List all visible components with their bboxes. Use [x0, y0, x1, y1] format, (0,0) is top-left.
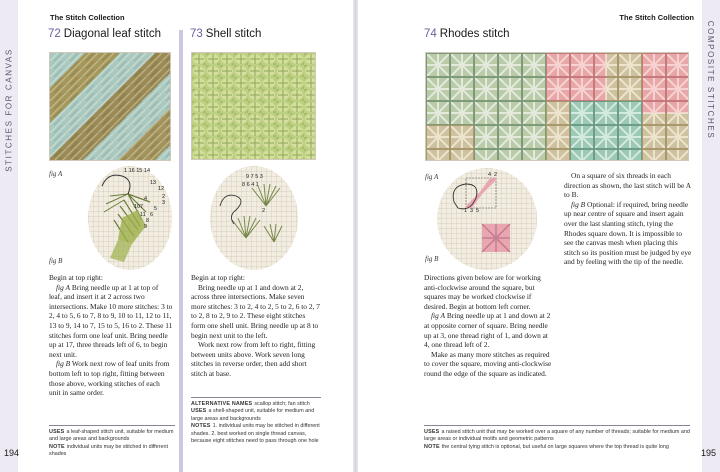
note-line: [191, 423, 321, 445]
note-label: NOTES: [191, 423, 211, 430]
fig-ref: fig B: [571, 199, 586, 209]
fig-num: 11: [140, 212, 146, 218]
fig-num: 2: [262, 208, 266, 214]
stitch-title-74: [424, 28, 509, 40]
fig-num: 1: [255, 182, 259, 188]
body-paragraph: [49, 283, 173, 360]
note-text: the central tying stitch is optional, but useful on large squares where the top thread is quite long: [441, 443, 669, 450]
fig-b-label-72: fig B: [49, 257, 63, 265]
note-text: a leaf-shaped stitch unit, suitable for medium and large areas and backgrounds: [49, 429, 174, 443]
fig-num: 1: [464, 208, 468, 214]
fig-num: 6: [150, 212, 154, 218]
note-label: NOTE: [49, 443, 65, 450]
fig-num: 5: [255, 174, 259, 180]
page-number-left: 194: [4, 448, 20, 458]
fig-num: 4: [144, 196, 148, 202]
note-text: a raised stitch unit that may be worked over a square of any number of threads; suitable for medium and large areas or individual motifs and geometric patterns: [424, 429, 690, 443]
body-text-span: Work next row of leaf units from bottom left to top right, fitting between those above, working stitches of each unit in same order.: [49, 359, 170, 398]
side-label-right: COMPOSITE STITCHES: [706, 20, 716, 140]
notes-73: [191, 397, 321, 445]
fig-num: 10: [134, 204, 141, 210]
fig-num: 8: [242, 182, 246, 188]
body-paragraph: [49, 359, 173, 397]
photo-diagonal-leaf-stitch: [49, 52, 171, 161]
fig-num: 13: [150, 180, 157, 186]
book-gutter: [353, 0, 358, 472]
fig-num: 9: [246, 174, 250, 180]
stitch-title-73: [190, 28, 261, 40]
note-text: a shell-shaped unit, suitable for medium and large areas and backgrounds: [191, 408, 315, 422]
running-head-right: The Stitch Collection: [619, 13, 694, 22]
fig-num: 2: [494, 172, 498, 178]
note-line: [49, 429, 175, 444]
body-paragraph: Directions given below are for working anti-clockwise around the square, but squares may be worked clockwise if desired. Begin at bottom left corner.: [424, 273, 541, 311]
fig-num: 7: [250, 174, 254, 180]
note-line: [424, 444, 690, 451]
body-paragraph: On a square of six threads in each direction as shown, the last stitch will be A to B.: [564, 171, 691, 200]
stitch-number: 73: [190, 28, 203, 40]
right-side-strip: [702, 0, 720, 472]
page-number-right: 195: [700, 448, 716, 458]
diagram-shell-stitch: [206, 166, 302, 270]
note-label: USES: [49, 429, 65, 435]
fig-a-label-72: fig A: [49, 170, 63, 178]
note-line: [49, 444, 175, 459]
stitch-number: 72: [48, 28, 61, 40]
note-label: USES: [424, 429, 440, 435]
diagram-diagonal-leaf: [88, 166, 172, 270]
stitch-name: Rhodes stitch: [439, 28, 510, 40]
body-line: Begin at top right:: [191, 273, 245, 282]
body-text-74-col1: [424, 273, 554, 379]
fig-num: 7: [140, 204, 144, 210]
stitch-title-72: [48, 28, 161, 40]
fig-num: 16: [128, 168, 135, 174]
column-divider-left: [179, 30, 183, 472]
fig-num: 3: [470, 208, 474, 214]
side-label-left: STITCHES FOR CANVAS: [4, 48, 14, 172]
photo-shell-stitch: [191, 52, 316, 160]
body-text-74-col2: [564, 171, 692, 267]
body-paragraph: Make as many more stitches as required to cover the square, moving anti-clockwise round the edge of the square as indicated.: [424, 349, 552, 378]
fig-num: 12: [158, 186, 165, 192]
fig-num: 5: [476, 208, 480, 214]
note-text: individual units may be stitched in different shades: [49, 443, 168, 458]
fig-ref: fig A: [56, 282, 71, 292]
body-text-73: [191, 273, 321, 379]
fig-num: 9: [144, 224, 148, 230]
body-line: Begin at top right:: [49, 273, 103, 282]
notes-74: [424, 425, 690, 451]
body-paragraph: Bring needle up at 1 and down at 2, across three intersections. Make seven more stitches: 3 to 2, 4 to 2, 5 to 2, 6 to 2, 7 to 2, 8 to 2, 9 to 2. These eight stitches form one shell unit. Bring needle up at 8 to begin next unit to the left.: [191, 282, 320, 340]
note-label: ALTERNATIVE NAMES: [191, 401, 253, 407]
note-line: [191, 408, 321, 423]
running-head-left: The Stitch Collection: [50, 13, 125, 22]
fig-num: 3: [162, 200, 166, 206]
stitch-number: 74: [424, 28, 437, 40]
fig-a-label-74: fig A: [425, 173, 439, 181]
fig-num: 4: [251, 182, 255, 188]
body-text-span: Bring needle up at 1 at top of leaf, and insert it at 2 across two intersections. Make 10 more stitches: 3 to 2, 4 to 5, 6 to 7, 8 to 9, 10 to 11, 12 to 11, 13 to 9, 14 to 7, 15 to 5, 16 to 2. These 11 stitches form one leaf unit. Bring needle up at 17, three threads left of 6, to begin next unit.: [49, 282, 173, 359]
note-line: [191, 401, 321, 408]
note-text: scallop stitch; fan stitch: [254, 401, 310, 407]
note-line: [424, 429, 690, 444]
body-paragraph: Work next row from left to right, fitting between units above. Work seven long stitches in reverse order, then add short stitch at base.: [191, 340, 316, 378]
fig-num: 3: [259, 174, 263, 180]
fig-ref: fig B: [56, 359, 71, 369]
note-text: 1. individual units may be stitched in different shades. 2. best worked on single thread canvas, because eight stitches need to pass through one hole: [191, 423, 320, 445]
stitch-name: Diagonal leaf stitch: [63, 28, 161, 40]
body-text-span: Optional: if required, bring needle up near centre of square and insert again over the last slanting stitch, tying the Rhodes square down. It is impossible to see the canvas mesh when placing this stitch so its position must be judged by eye and by feeling with the tip of the needle.: [564, 199, 692, 267]
fig-num: 6: [246, 182, 250, 188]
fig-num: 15: [136, 168, 143, 174]
diagram-rhodes-stitch: [436, 168, 538, 270]
fig-ref: fig A: [431, 311, 446, 321]
body-text-72: [49, 273, 173, 398]
fig-num: 5: [154, 206, 158, 212]
body-text-span: Bring needle up at 1 and down at 2 at opposite corner of square. Bring needle up at 3, one thread right of 1, and down at 4, one thread left of 2.: [424, 311, 551, 350]
note-label: NOTE: [424, 443, 440, 450]
fig-num: 4: [488, 172, 492, 178]
fig-num: 1: [124, 168, 128, 174]
body-paragraph: [564, 200, 692, 267]
note-label: USES: [191, 408, 207, 415]
left-side-strip: [0, 0, 18, 472]
fig-b-label-74: fig B: [425, 255, 439, 263]
stitch-name: Shell stitch: [205, 28, 262, 40]
fig-num: 14: [143, 168, 151, 174]
notes-72: [49, 425, 175, 459]
body-paragraph: [424, 311, 554, 349]
fig-num: 2: [162, 194, 166, 200]
photo-rhodes-stitch: [425, 52, 689, 161]
fig-num: 8: [146, 218, 150, 224]
